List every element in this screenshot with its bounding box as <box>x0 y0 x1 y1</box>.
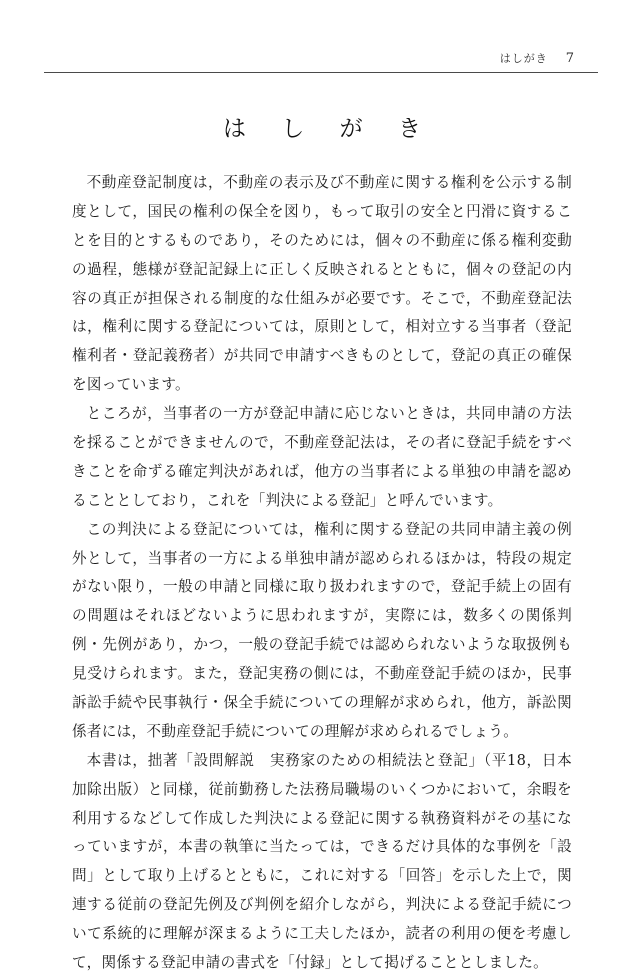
body-paragraph: この判決による登記については，権利に関する登記の共同申請主義の例外として，当事者の一方による単独申請が認められるほかは，特段の規定がない限り，一般の申請と同様に取り扱われますので，登記手続上の固有の問題はそれほどないように思われますが，実際には，数多くの関係判例・先例があり，かつ，一般の登記手続では認められないような取扱例も見受けられます。また，登記実務の側には，不動産登記手続のほか，民事訴訟手続や民事執行・保全手続についての理解が求められ，他方，訴訟関係者には，不動産登記手続についての理解が求められるでしょう。 <box>72 520 572 740</box>
running-title: はしがき <box>499 52 548 65</box>
page-number: 7 <box>565 51 574 66</box>
page-title: は し が き <box>223 116 435 142</box>
page-header-content <box>68 50 574 66</box>
header-divider <box>44 72 598 73</box>
body-paragraph: 本書は，拙著「設問解説 実務家のための相続法と登記」（平18，日本加除出版）と同様，従前勤務した法務局職場のいくつかにおいて，余暇を利用するなどして作成した判決による登記に関する執務資料がその基になっていますが，本書の執筆に当たっては，できるだけ具体的な事例を「設問」として取り上げるとともに，これに対する「回答」を示した上で，関連する従前の登記先例及び判例を紹介しながら，判決による登記手続について系統的に理解が深まるように工夫したほか，読者の利用の便を考慮して，関係する登記申請の書式を「付録」として掲げることとしました。 <box>72 751 572 972</box>
body-paragraph: 不動産登記制度は，不動産の表示及び不動産に関する権利を公示する制度として，国民の権利の保全を図り，もって取引の安全と円滑に資することを目的とするものであり，そのためには，個々の不動産に係る権利変動の過程，態様が登記記録上に正しく反映されるとともに，個々の登記の内容の真正が担保される制度的な仕組みが必要です。そこで，不動産登記法は，権利に関する登記については，原則として，相対立する当事者（登記権利者・登記義務者）が共同で申請すべきものとして，登記の真正の確保を図っています。 <box>72 174 572 394</box>
document-body <box>72 110 572 978</box>
body-paragraph: ところが，当事者の一方が登記申請に応じないときは，共同申請の方法を採ることができませんので，不動産登記法は，その者に登記手続をすべきことを命ずる確定判決があれば，他方の当事者による単独の申請を認めることとしており，これを「判決による登記」と呼んでいます。 <box>72 405 572 509</box>
